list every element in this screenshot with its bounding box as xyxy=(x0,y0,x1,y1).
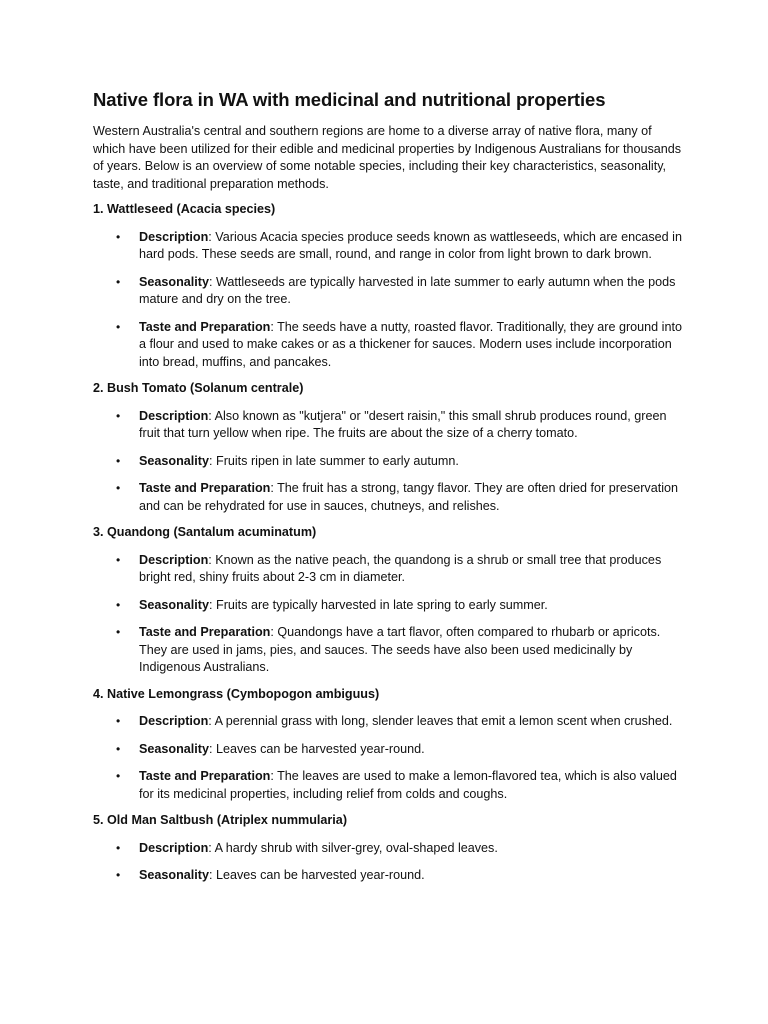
bullet-icon: • xyxy=(116,229,121,244)
item-text: : Leaves can be harvested year-round. xyxy=(209,868,425,882)
item-term: Description xyxy=(139,552,209,567)
item-text: : Fruits ripen in late summer to early autumn. xyxy=(209,453,459,468)
item-text: : Various Acacia species produce seeds known as wattleseeds, which are encased in hard pods. These seeds are small, round, and range in color from light brown to dark brown. xyxy=(139,229,682,261)
item-term: Taste and Preparation xyxy=(139,769,271,783)
bullet-icon: • xyxy=(116,868,121,882)
bullet-list xyxy=(93,552,683,677)
list-item xyxy=(93,229,683,264)
species-section xyxy=(93,380,683,515)
species-section xyxy=(93,812,683,885)
species-section xyxy=(93,686,683,804)
item-text: : A perennial grass with long, slender leaves that emit a lemon scent when crushed. xyxy=(208,714,673,728)
document-page xyxy=(93,87,683,894)
section-heading: 1. Wattleseed (Acacia species) xyxy=(93,202,276,216)
item-term: Taste and Preparation xyxy=(139,319,271,334)
bullet-icon: • xyxy=(116,840,121,855)
list-item xyxy=(93,597,683,615)
item-text: : Wattleseeds are typically harvested in late summer to early autumn when the pods mature and dry on the tree. xyxy=(139,274,676,306)
bullet-icon: • xyxy=(116,769,121,783)
item-term: Description xyxy=(139,714,209,728)
bullet-list xyxy=(93,408,683,516)
document-title: Native flora in WA with medicinal and nutritional properties xyxy=(93,89,606,110)
item-text: : The seeds have a nutty, roasted flavor. Traditionally, they are ground into a flour and used to make cakes or as a thickener for sauces. Modern uses include incorporation into bread, muffins, and pancakes. xyxy=(139,319,682,369)
item-term: Description xyxy=(139,229,209,244)
list-item xyxy=(93,480,683,515)
item-term: Description xyxy=(139,408,209,423)
item-text: : The fruit has a strong, tangy flavor. They are often dried for preservation and can be rehydrated for use in sauces, chutneys, and relishes. xyxy=(139,481,678,513)
bullet-icon: • xyxy=(116,274,121,289)
bullet-list xyxy=(93,713,683,803)
item-term: Seasonality xyxy=(139,597,209,612)
bullet-icon: • xyxy=(116,597,121,612)
bullet-icon: • xyxy=(116,408,121,423)
item-term: Description xyxy=(139,840,209,855)
species-section xyxy=(93,201,683,371)
section-heading: 5. Old Man Saltbush (Atriplex nummularia) xyxy=(93,813,348,827)
list-item xyxy=(93,274,683,309)
bullet-icon: • xyxy=(116,319,121,334)
item-text: : A hardy shrub with silver-grey, oval-shaped leaves. xyxy=(208,840,498,855)
bullet-list xyxy=(93,840,683,885)
section-heading: 4. Native Lemongrass (Cymbopogon ambiguus) xyxy=(93,686,380,701)
list-item xyxy=(93,319,683,372)
list-item xyxy=(93,741,683,759)
item-text: : Leaves can be harvested year-round. xyxy=(209,741,425,756)
list-item xyxy=(93,408,683,443)
bullet-icon: • xyxy=(116,625,121,639)
bullet-icon: • xyxy=(116,481,121,495)
section-heading: 2. Bush Tomato (Solanum centrale) xyxy=(93,381,304,395)
bullet-list xyxy=(93,229,683,372)
bullet-icon: • xyxy=(116,453,121,468)
item-term: Seasonality xyxy=(139,453,209,468)
item-text: : Fruits are typically harvested in late spring to early summer. xyxy=(209,597,548,612)
item-text: : Known as the native peach, the quandong is a shrub or small tree that produces bright red, shiny fruits about 2-3 cm in diameter. xyxy=(139,552,662,584)
item-term: Seasonality xyxy=(139,741,209,756)
list-item xyxy=(93,867,683,885)
item-term: Taste and Preparation xyxy=(139,481,271,495)
species-section xyxy=(93,524,683,677)
list-item xyxy=(93,624,683,677)
species-sections xyxy=(93,201,683,885)
section-heading: 3. Quandong (Santalum acuminatum) xyxy=(93,525,317,539)
list-item xyxy=(93,768,683,803)
item-text: : Also known as "kutjera" or "desert raisin," this small shrub produces round, green fruit that turn yellow when ripe. The fruits are about the size of a cherry tomato. xyxy=(139,408,667,440)
bullet-icon: • xyxy=(116,714,121,728)
item-term: Taste and Preparation xyxy=(139,625,271,639)
list-item xyxy=(93,453,683,471)
list-item xyxy=(93,552,683,587)
item-term: Seasonality xyxy=(139,868,209,882)
intro-paragraph: Western Australia's central and southern regions are home to a diverse array of native flora, many of which have been utilized for their edible and medicinal properties by Indigenous Australians for thousands of years. Below is an overview of some notable species, including their key characteristics, seasonality, taste, and traditional preparation methods. xyxy=(93,124,682,191)
item-term: Seasonality xyxy=(139,274,209,289)
bullet-icon: • xyxy=(116,552,121,567)
bullet-icon: • xyxy=(116,741,121,756)
list-item xyxy=(93,713,683,731)
item-text: : Quandongs have a tart flavor, often compared to rhubarb or apricots. They are used in jams, pies, and sauces. The seeds have also been used medicinally by Indigenous Australians. xyxy=(139,625,661,674)
list-item xyxy=(93,840,683,858)
item-text: : The leaves are used to make a lemon-flavored tea, which is also valued for its medicinal properties, including relief from colds and coughs. xyxy=(139,769,677,801)
